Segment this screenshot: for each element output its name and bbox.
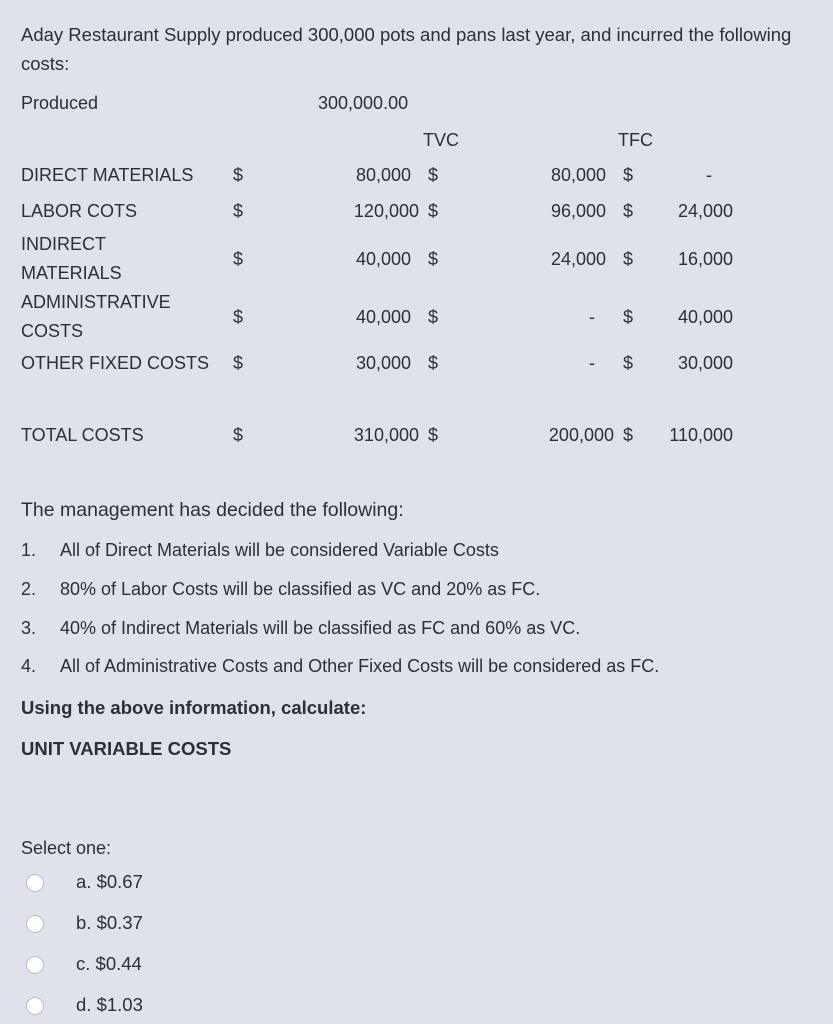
option-label[interactable]: d. $1.03 — [76, 994, 143, 1015]
total-value: 120,000 — [353, 201, 419, 221]
dollar-sign: $ — [623, 249, 634, 269]
tfc-value: 16,000 — [677, 249, 733, 269]
tfc-value: 24,000 — [677, 201, 733, 221]
tvc-value: 24,000 — [550, 249, 606, 269]
list-text: 80% of Labor Costs will be classified as VC and 20% as FC. — [60, 579, 541, 599]
header-tvc: TVC — [423, 130, 459, 150]
tfc-value: - — [706, 165, 712, 185]
list-number: 4. — [21, 656, 37, 676]
row-label: LABOR COTS — [21, 201, 138, 221]
row-label-line1: ADMINISTRATIVE — [21, 292, 171, 312]
list-text: All of Administrative Costs and Other Fixed Costs will be considered as FC. — [60, 656, 660, 676]
dollar-sign: $ — [623, 165, 634, 185]
management-heading: The management has decided the following: — [21, 499, 404, 521]
tvc-value: 96,000 — [550, 201, 606, 221]
dollar-sign: $ — [428, 353, 439, 373]
row-label-line2: COSTS — [21, 321, 84, 341]
total-value: 40,000 — [355, 249, 411, 269]
dollar-sign: $ — [623, 307, 634, 327]
dollar-sign: $ — [428, 425, 439, 445]
header-tfc: TFC — [618, 130, 653, 150]
option-label[interactable]: b. $0.37 — [76, 912, 143, 933]
produced-label: Produced — [21, 93, 99, 113]
list-number: 1. — [21, 540, 37, 560]
tvc-value: 80,000 — [550, 165, 606, 185]
row-label: DIRECT MATERIALS — [21, 165, 194, 185]
dollar-sign: $ — [623, 201, 634, 221]
tfc-value: 110,000 — [669, 425, 733, 445]
total-value: 30,000 — [355, 353, 411, 373]
dollar-sign: $ — [623, 353, 634, 373]
list-text: 40% of Indirect Materials will be classified as FC and 60% as VC. — [60, 618, 581, 638]
dollar-sign: $ — [233, 425, 244, 445]
radio-button[interactable] — [26, 956, 44, 974]
dollar-sign: $ — [428, 201, 439, 221]
radio-button[interactable] — [26, 874, 44, 892]
question-intro: Aday Restaurant Supply produced 300,000 pots and pans last year, and incurred the following costs: — [21, 24, 792, 74]
total-value: 80,000 — [355, 165, 411, 185]
total-label: TOTAL COSTS — [21, 425, 144, 445]
dollar-sign: $ — [233, 353, 244, 373]
dollar-sign: $ — [623, 425, 634, 445]
option-label[interactable]: a. $0.67 — [76, 871, 143, 892]
row-label-line1: INDIRECT — [21, 234, 106, 254]
dollar-sign: $ — [428, 165, 439, 185]
total-value: 40,000 — [355, 307, 411, 327]
dollar-sign: $ — [233, 307, 244, 327]
dollar-sign: $ — [233, 201, 244, 221]
dollar-sign: $ — [233, 249, 244, 269]
dollar-sign: $ — [233, 165, 244, 185]
tfc-value: 40,000 — [677, 307, 733, 327]
radio-button[interactable] — [26, 915, 44, 933]
row-label-line2: MATERIALS — [21, 263, 122, 283]
select-one-label: Select one: — [21, 838, 112, 858]
tfc-value: 30,000 — [677, 353, 733, 373]
dollar-sign: $ — [428, 307, 439, 327]
list-number: 2. — [21, 579, 37, 599]
question-text: UNIT VARIABLE COSTS — [21, 738, 232, 759]
instruction-text: Using the above information, calculate: — [21, 697, 367, 718]
tvc-value: - — [589, 353, 595, 373]
total-value: 310,000 — [353, 425, 419, 445]
tvc-value: - — [589, 307, 595, 327]
row-label: OTHER FIXED COSTS — [21, 353, 210, 373]
list-number: 3. — [21, 618, 37, 638]
dollar-sign: $ — [428, 249, 439, 269]
list-text: All of Direct Materials will be considered Variable Costs — [60, 540, 499, 560]
tvc-value: 200,000 — [548, 425, 614, 445]
produced-value: 300,000.00 — [318, 93, 409, 113]
radio-button[interactable] — [26, 997, 44, 1015]
option-label[interactable]: c. $0.44 — [76, 953, 142, 974]
